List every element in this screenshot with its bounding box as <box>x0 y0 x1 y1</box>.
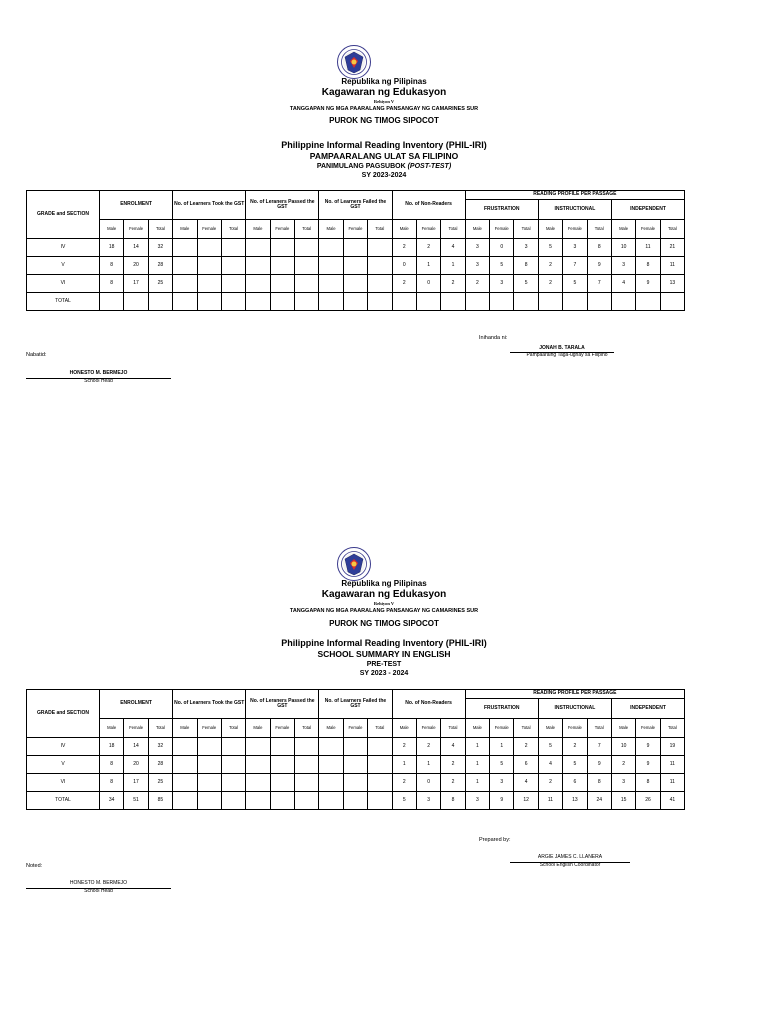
table-cell <box>221 756 245 774</box>
grade-label: TOTAL <box>27 293 100 311</box>
table-cell: 10 <box>611 239 635 257</box>
table-cell: 25 <box>148 774 172 792</box>
subheader-female: Female <box>636 719 660 738</box>
subheader-male: Male <box>392 220 416 239</box>
table-cell <box>197 792 221 810</box>
table-cell <box>319 792 343 810</box>
subheader-total: Total <box>148 220 172 239</box>
subheader-male: Male <box>611 719 635 738</box>
prepared-by-role: School English Coordinator <box>539 862 601 868</box>
table-cell: 8 <box>441 792 465 810</box>
grade-label: VI <box>27 774 100 792</box>
subheader-female: Female <box>270 220 294 239</box>
noted-label: Noted: <box>26 863 43 869</box>
subheader-female: Female <box>416 719 440 738</box>
grade-label: V <box>27 756 100 774</box>
failed-gst-header: No. of Learners Failed the GST <box>319 690 392 719</box>
subheader-male: Male <box>319 220 343 239</box>
passed-gst-header: No. of Leraners Passed the GST <box>246 690 319 719</box>
table-cell: 2 <box>416 738 440 756</box>
table-cell: 17 <box>124 275 148 293</box>
subheader-female: Female <box>124 220 148 239</box>
table-cell: 25 <box>148 275 172 293</box>
table-cell <box>173 756 197 774</box>
table-cell: 4 <box>514 774 538 792</box>
table-cell: 2 <box>563 738 587 756</box>
grade-section-header: GRADE and SECTION <box>27 191 100 239</box>
test-type <box>0 661 768 668</box>
subheader-female: Female <box>124 719 148 738</box>
table-cell: 34 <box>100 792 124 810</box>
school-year: SY 2023-2024 <box>361 172 407 179</box>
table-cell: 3 <box>490 275 514 293</box>
table-cell: 2 <box>392 738 416 756</box>
table-cell <box>197 738 221 756</box>
table-cell <box>270 738 294 756</box>
table-cell: 21 <box>660 239 684 257</box>
subheader-female: Female <box>490 220 514 239</box>
table-cell: 24 <box>587 792 611 810</box>
instructional-header: INSTRUCTIONAL <box>538 699 611 719</box>
table-cell: 2 <box>514 738 538 756</box>
subheader-female: Female <box>563 220 587 239</box>
table-rows <box>27 738 685 810</box>
table-cell: 2 <box>538 275 562 293</box>
table-cell: 28 <box>148 257 172 275</box>
subheader-male: Male <box>173 220 197 239</box>
table-cell: 9 <box>636 738 660 756</box>
table-cell: 8 <box>100 756 124 774</box>
subheader-male: Male <box>611 220 635 239</box>
subheader-female: Female <box>636 220 660 239</box>
table-cell: 1 <box>465 774 489 792</box>
table-cell: 10 <box>611 738 635 756</box>
report-title: SCHOOL SUMMARY IN ENGLISH <box>317 649 451 659</box>
region-label: Rehiyon V <box>373 99 395 104</box>
prepared-by-label: Prepared by: <box>479 837 511 843</box>
department-title: Kagawaran ng Edukasyon <box>321 589 447 600</box>
subheader-total: Total <box>148 719 172 738</box>
office-label: TANGGAPAN NG MGA PAARALANG PANSANGAY NG CAMARINES SUR <box>289 106 479 112</box>
district-label: PUROK NG TIMOG SIPOCOT <box>329 619 439 628</box>
test-type-paren: (POST-TEST) <box>407 163 452 170</box>
took-gst-header: No. of Learners Took the GST <box>173 690 246 719</box>
table-cell: 19 <box>660 738 684 756</box>
table-cell <box>319 738 343 756</box>
table-cell: 1 <box>465 738 489 756</box>
subheader-total: Total <box>221 719 245 738</box>
table-cell <box>368 774 392 792</box>
table-cell <box>197 774 221 792</box>
office-label: TANGGAPAN NG MGA PAARALANG PANSANGAY NG CAMARINES SUR <box>289 608 479 614</box>
table-cell: 8 <box>636 774 660 792</box>
table-cell <box>246 756 270 774</box>
table-cell: 0 <box>490 239 514 257</box>
table-cell <box>270 774 294 792</box>
noted-name: HONESTO M. BERMEJO <box>69 370 128 376</box>
table-cell: 5 <box>563 275 587 293</box>
table-cell: 12 <box>514 792 538 810</box>
table-cell: 3 <box>416 792 440 810</box>
table-cell: 41 <box>660 792 684 810</box>
prepared-by-name: ARGIE JAMES C. LLANERA <box>537 854 603 860</box>
non-readers-header: No. of Non-Readers <box>392 690 465 719</box>
table-cell: 8 <box>100 275 124 293</box>
table-cell: 1 <box>416 756 440 774</box>
subheader-male: Male <box>100 220 124 239</box>
table-cell: 3 <box>490 774 514 792</box>
table-cell <box>343 756 367 774</box>
took-gst-header: No. of Learners Took the GST <box>173 191 246 220</box>
table-cell: 17 <box>124 774 148 792</box>
table-cell: 8 <box>100 257 124 275</box>
table-cell: 3 <box>465 792 489 810</box>
subheader-male: Male <box>538 220 562 239</box>
table-cell: 8 <box>587 774 611 792</box>
subheader-female: Female <box>343 220 367 239</box>
table-cell <box>319 756 343 774</box>
subheader-total: Total <box>295 719 319 738</box>
subheader-male: Male <box>465 719 489 738</box>
table-row <box>27 792 685 810</box>
table-cell: 2 <box>538 774 562 792</box>
table-cell: 11 <box>636 239 660 257</box>
table-cell <box>295 774 319 792</box>
subheader-male: Male <box>392 719 416 738</box>
subheader-male: Male <box>538 719 562 738</box>
table-cell: 2 <box>465 275 489 293</box>
table-row <box>27 756 685 774</box>
subheader-total: Total <box>295 220 319 239</box>
table-cell <box>173 792 197 810</box>
table-cell: 2 <box>392 239 416 257</box>
report-title: PAMPAARALANG ULAT SA FILIPINO <box>309 151 459 161</box>
table-cell: 2 <box>392 275 416 293</box>
table-cell: 11 <box>538 792 562 810</box>
noted-role: School Head <box>84 888 113 894</box>
program-title: Philippine Informal Reading Inventory (PHIL-IRI) <box>281 638 487 648</box>
subheader-total: Total <box>441 719 465 738</box>
subheader-male: Male <box>246 719 270 738</box>
table-cell: 5 <box>392 792 416 810</box>
subheader-total: Total <box>221 220 245 239</box>
passed-gst-header: No. of Leraners Passed the GST <box>246 191 319 220</box>
subheader-male: Male <box>319 719 343 738</box>
table-cell: 8 <box>514 257 538 275</box>
summary-table <box>26 689 685 810</box>
table-cell <box>343 792 367 810</box>
table-cell: 20 <box>124 257 148 275</box>
table-cell: 3 <box>611 257 635 275</box>
frustration-header: FRUSTRATION <box>465 200 538 220</box>
table-cell: 5 <box>563 756 587 774</box>
table-cell: 5 <box>538 239 562 257</box>
table-cell: 11 <box>660 257 684 275</box>
subheader-total: Total <box>514 220 538 239</box>
table-cell <box>246 774 270 792</box>
subheader-male: Male <box>246 220 270 239</box>
table-cell: 6 <box>563 774 587 792</box>
table-cell: 18 <box>100 738 124 756</box>
table-cell: 32 <box>148 738 172 756</box>
table-cell: 1 <box>392 756 416 774</box>
table-cell: 2 <box>538 257 562 275</box>
table-cell: 9 <box>490 792 514 810</box>
republic-title: Republika ng Pilipinas <box>341 77 427 86</box>
table-cell: 1 <box>416 257 440 275</box>
school-year: SY 2023 - 2024 <box>359 670 409 677</box>
table-cell <box>295 792 319 810</box>
table-cell <box>270 756 294 774</box>
table-cell: 0 <box>416 275 440 293</box>
table-cell <box>246 792 270 810</box>
non-readers-header: No. of Non-Readers <box>392 191 465 220</box>
subheader-total: Total <box>660 719 684 738</box>
table-cell: 15 <box>611 792 635 810</box>
table-cell: 11 <box>660 756 684 774</box>
prepared-by-role: Pampaaralng Taga-ugnay sa Filipino <box>526 352 608 358</box>
table-cell: 4 <box>441 239 465 257</box>
table-cell: 3 <box>465 239 489 257</box>
table-cell: 5 <box>538 738 562 756</box>
table-cell: 4 <box>611 275 635 293</box>
table-cell <box>343 774 367 792</box>
noted-role: School Head <box>84 378 113 384</box>
table-cell <box>343 738 367 756</box>
table-cell <box>368 738 392 756</box>
table-cell: 32 <box>148 239 172 257</box>
subheader-male: Male <box>465 220 489 239</box>
table-cell <box>221 738 245 756</box>
table-cell: 18 <box>100 239 124 257</box>
subheader-total: Total <box>660 220 684 239</box>
table-cell <box>221 792 245 810</box>
table-cell: 14 <box>124 738 148 756</box>
table-cell: 20 <box>124 756 148 774</box>
frustration-header: FRUSTRATION <box>465 699 538 719</box>
subheader-female: Female <box>416 220 440 239</box>
table-cell: 14 <box>124 239 148 257</box>
table-cell: 3 <box>465 257 489 275</box>
program-title: Philippine Informal Reading Inventory (PHIL-IRI) <box>281 140 487 150</box>
table-cell: 3 <box>611 774 635 792</box>
table-cell: 13 <box>563 792 587 810</box>
table-row <box>27 738 685 756</box>
subheader-total: Total <box>368 719 392 738</box>
table-cell <box>246 738 270 756</box>
grade-label: VI <box>27 275 100 293</box>
subheader-female: Female <box>197 220 221 239</box>
subheader-total: Total <box>368 220 392 239</box>
region-label: Rehiyon V <box>373 601 395 606</box>
table-cell: 2 <box>392 774 416 792</box>
table-cell: 28 <box>148 756 172 774</box>
table-cell: 5 <box>490 257 514 275</box>
table-cell: 8 <box>100 774 124 792</box>
table-cell: 2 <box>441 275 465 293</box>
table-cell <box>295 738 319 756</box>
table-cell: 0 <box>392 257 416 275</box>
grade-label: V <box>27 257 100 275</box>
reading-profile-header: READING PROFILE PER PASSAGE <box>465 191 684 200</box>
table-cell: 1 <box>465 756 489 774</box>
table-row <box>27 774 685 792</box>
table-cell: 7 <box>587 275 611 293</box>
table-cell <box>368 756 392 774</box>
table-cell: 2 <box>441 756 465 774</box>
table-cell <box>173 738 197 756</box>
table-cell: 5 <box>514 275 538 293</box>
instructional-header: INSTRUCTIONAL <box>538 200 611 220</box>
district-label: PUROK NG TIMOG SIPOCOT <box>329 116 439 125</box>
subheader-female: Female <box>270 719 294 738</box>
table-cell: 11 <box>660 774 684 792</box>
subheader-row <box>27 719 685 738</box>
subheader-total: Total <box>587 220 611 239</box>
table-cell: 3 <box>563 239 587 257</box>
independent-header: INDEPENDENT <box>611 699 684 719</box>
test-type-text: PANIMULANG PAGSUBOK <box>316 163 408 170</box>
table-cell: 1 <box>490 738 514 756</box>
table-cell <box>270 792 294 810</box>
table-cell: 13 <box>660 275 684 293</box>
table-cell: 8 <box>587 239 611 257</box>
table-cell: 7 <box>587 738 611 756</box>
table-cell: 4 <box>538 756 562 774</box>
table-cell: 51 <box>124 792 148 810</box>
reading-profile-header: READING PROFILE PER PASSAGE <box>465 690 684 699</box>
table-cell: 8 <box>636 257 660 275</box>
prepared-by-name: JONAH B. TARALA <box>539 345 585 351</box>
grade-label: IV <box>27 239 100 257</box>
subheader-female: Female <box>197 719 221 738</box>
enrolment-header: ENROLMENT <box>100 191 173 220</box>
table-cell: 7 <box>563 257 587 275</box>
subheader-male: Male <box>100 719 124 738</box>
grade-label: TOTAL <box>27 792 100 810</box>
enrolment-header: ENROLMENT <box>100 690 173 719</box>
table-cell: 3 <box>514 239 538 257</box>
subheader-female: Female <box>490 719 514 738</box>
table-cell: 4 <box>441 738 465 756</box>
table-cell <box>173 774 197 792</box>
subheader-female: Female <box>563 719 587 738</box>
department-title: Kagawaran ng Edukasyon <box>321 87 447 98</box>
subheader-female: Female <box>343 719 367 738</box>
republic-title: Republika ng Pilipinas <box>341 579 427 588</box>
table-cell: 2 <box>441 774 465 792</box>
table-cell: 9 <box>636 756 660 774</box>
noted-label: Nabatid: <box>26 352 47 358</box>
table-cell <box>319 774 343 792</box>
failed-gst-header: No. of Learners Failed the GST <box>319 191 392 220</box>
table-cell <box>368 792 392 810</box>
subheader-total: Total <box>441 220 465 239</box>
subheader-total: Total <box>587 719 611 738</box>
grade-section-header: GRADE and SECTION <box>27 690 100 738</box>
table-cell: 5 <box>490 756 514 774</box>
subheader-total: Total <box>514 719 538 738</box>
table-cell: 85 <box>148 792 172 810</box>
table-cell: 6 <box>514 756 538 774</box>
deped-seal-icon <box>337 547 371 581</box>
table-cell: 9 <box>587 756 611 774</box>
prepared-by-label: Inihanda ni: <box>479 335 508 341</box>
table-cell <box>221 774 245 792</box>
table-cell: 2 <box>416 239 440 257</box>
subheader-male: Male <box>173 719 197 738</box>
table-cell <box>295 756 319 774</box>
table-cell: 1 <box>441 257 465 275</box>
table-cell: 0 <box>416 774 440 792</box>
test-type-text: PRE-TEST <box>366 661 402 668</box>
table-cell <box>197 756 221 774</box>
table-cell: 9 <box>636 275 660 293</box>
grade-label: IV <box>27 738 100 756</box>
noted-name: HONESTO M. BERMEJO <box>69 880 128 886</box>
independent-header: INDEPENDENT <box>611 200 684 220</box>
table-cell: 9 <box>587 257 611 275</box>
table-cell: 2 <box>611 756 635 774</box>
table-cell: 26 <box>636 792 660 810</box>
